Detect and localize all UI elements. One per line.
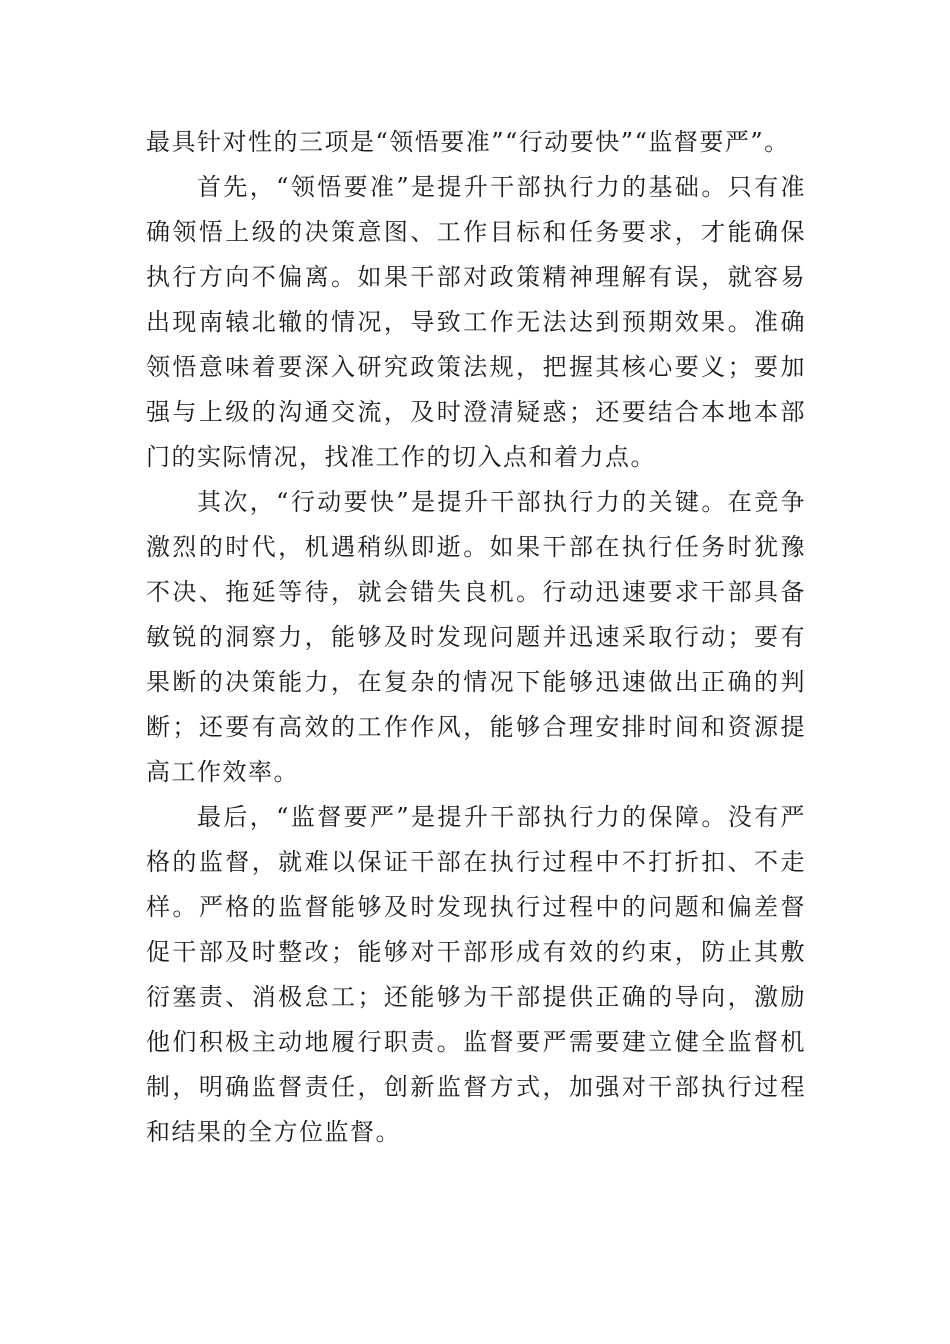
paragraph-intro-continuation: 最具针对性的三项是“领悟要准”“行动要快”“监督要严”。	[146, 128, 790, 156]
paragraph-second-point: 其次，“行动要快”是提升干部执行力的关键。在竞争激烈的时代，机遇稍纵即逝。如果干部在执行任务时犹豫不决、拖延等待，就会错失良机。行动迅速要求干部具备敏锐的洞察力，能够及时发现问题并迅速采取行动；要有果断的决策能力，在复杂的情况下能够迅速做出正确的判断；还要有高效的工作作风，能够合理安排时间和资源提高工作效率。	[146, 488, 806, 786]
paragraph-third-point: 最后，“监督要严”是提升干部执行力的保障。没有严格的监督，就难以保证干部在执行过程中不打折扣、不走样。严格的监督能够及时发现执行过程中的问题和偏差督促干部及时整改；能够对干部形成有效的约束，防止其敷衍塞责、消极怠工；还能够为干部提供正确的导向，激励他们积极主动地履行职责。监督要严需要建立健全监督机制，明确监督责任，创新监督方式，加强对干部执行过程和结果的全方位监督。	[146, 803, 806, 1146]
paragraph-first-point: 首先，“领悟要准”是提升干部执行力的基础。只有准确领悟上级的决策意图、工作目标和任务要求，才能确保执行方向不偏离。如果干部对政策精神理解有误，就容易出现南辕北辙的情况，导致工作无法达到预期效果。准确领悟意味着要深入研究政策法规，把握其核心要义；要加强与上级的沟通交流，及时澄清疑惑；还要结合本地本部门的实际情况，找准工作的切入点和着力点。	[146, 173, 806, 471]
document-body	[146, 120, 806, 1155]
